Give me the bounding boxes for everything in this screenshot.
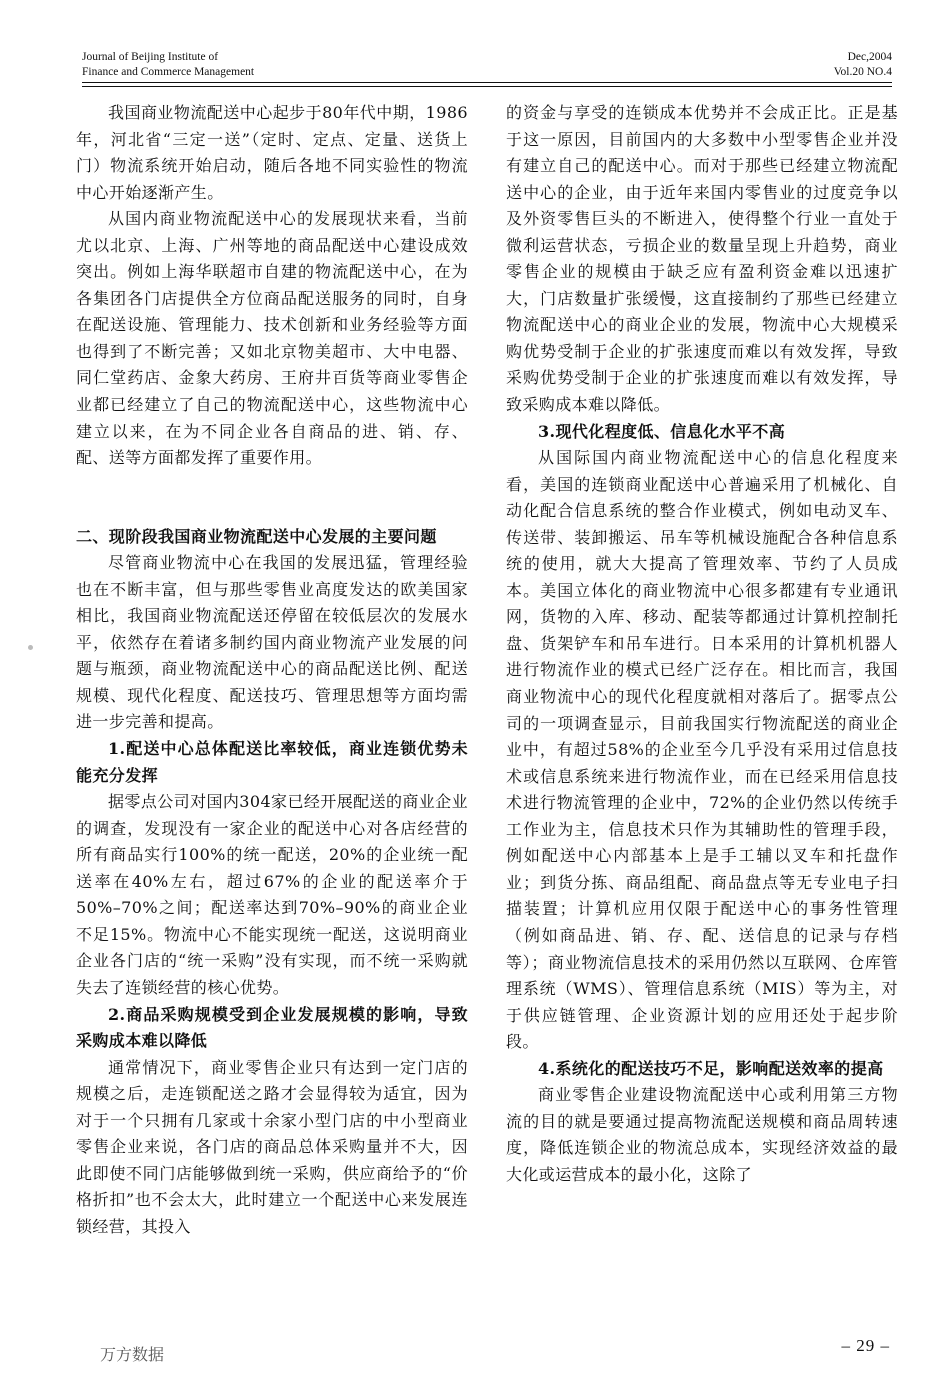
paragraph: 我国商业物流配送中心起步于80年代中期，1986年，河北省“三定一送”（定时、定点、定量、送货上门）物流系统开始启动，随后各地不同实验性的物流中心开始逐渐产生。 — [76, 103, 468, 202]
section-spacer — [76, 472, 468, 498]
issue-volume: Vol.20 NO.4 — [833, 66, 892, 78]
journal-title-line2: Finance and Commerce Management — [82, 66, 255, 78]
header-rule-thin — [82, 86, 892, 87]
paragraph: 从国内商业物流配送中心的发展现状来看，当前尤以北京、上海、广州等地的商品配送中心建设成效突出。例如上海华联超市自建的物流配送中心，在为各集团各门店提供全方位商品配送服务的同时，自身在配送设施、管理能力、技术创新和业务经验等方面也得到了不断完善；又如北京物美超市、大中电器、同仁堂药店、金象大药房、王府井百货等商业零售企业都已经建立了自己的物流配送中心，这些物流中心建立以来，在为不同企业各自商品的进、销、存、配、送等方面都发挥了重要作用。 — [76, 209, 468, 468]
journal-title-line1: Journal of Beijing Institute of — [82, 51, 219, 63]
section-heading: 二、现阶段我国商业物流配送中心发展的主要问题 — [76, 526, 437, 546]
issue-info — [834, 50, 892, 80]
paragraph: 据零点公司对国内304家已经开展配送的商业企业的调查，发现没有一家企业的配送中心对各店经营的所有商品实行100%的统一配送，20%的企业统一配送率在40%左右，超过67%的企业的配送率介于50%–70%之间；配送率达到70%–90%的商业企业不足15%。物流中心不能实现统一配送，这说明商业企业各门店的“统一采购”没有实现，而不统一采购就失去了连锁经营的核心优势。 — [76, 792, 468, 997]
header-rule — [82, 82, 892, 83]
paragraph: 从国际国内商业物流配送中心的信息化程度来看，美国的连锁商业配送中心普遍采用了机械化、自动化配合信息系统的整合作业模式，例如电动叉车、传送带、装卸搬运、吊车等机械设施配合各种信息系统的使用，就大大提高了管理效率、节约了人员成本。美国立体化的商业物流中心很多都建有专业通讯网，货物的入库、移动、配装等都通过计算机控制托盘、货架铲车和吊车进行。日本采用的计算机机器人进行物流作业的模式已经广泛存在。相比而言，我国商业物流中心的现代化程度就相对落后了。据零点公司的一项调查显示，目前我国实行物流配送的商业企业中，有超过58%的企业至今几乎没有采用过信息技术或信息系统来进行物流作业，而在已经采用信息技术进行物流管理的企业中，72%的企业仍然以传统手工作业为主，信息技术只作为其辅助性的管理手段，例如配送中心内部基本上是手工辅以叉车和托盘作业；到货分拣、商品组配、商品盘点等无专业电子扫描装置；计算机应用仅限于配送中心的事务性管理（例如商品进、销、存、配、送信息的记录与存档等）；商业物流信息技术的采用仍然以互联网、仓库管理系统（WMS）、管理信息系统（MIS）等为主，对于供应链管理、企业资源计划的应用还处于起步阶段。 — [506, 448, 898, 1052]
page-number: – 29 – — [841, 1336, 890, 1355]
paragraph: 的资金与享受的连锁成本优势并不会成正比。正是基于这一原因，目前国内的大多数中小型零售企业并没有建立自己的配送中心。而对于那些已经建立物流配送中心的企业，由于近年来国内零售业的过度竞争以及外资零售巨头的不断进入，使得整个行业一直处于微利运营状态，亏损企业的数量呈现上升趋势，商业零售企业的规模由于缺乏应有盈利资金难以迅速扩大，门店数量扩张缓慢，这直接制约了那些已经建立物流配送中心的商业企业的发展，物流中心大规模采购优势受制于企业的扩张速度而难以有效发挥，导致采购优势受制于企业的扩张速度而难以有效发挥，导致采购成本难以降低。 — [506, 103, 898, 415]
paragraph: 尽管商业物流中心在我国的发展迅猛，管理经验也在不断丰富，但与那些零售业高度发达的欧美国家相比，我国商业物流配送还停留在较低层次的发展水平，依然存在着诸多制约国内商业物流产业发展的问题与瓶颈，商业物流配送中心的商品配送比例、配送规模、现代化程度、配送技巧、管理思想等方面均需进一步完善和提高。 — [76, 553, 468, 732]
subsection-heading: 3.现代化程度低、信息化水平不高 — [538, 421, 786, 441]
subsection-heading: 4.系统化的配送技巧不足，影响配送效率的提高 — [538, 1058, 884, 1078]
left-column — [76, 100, 468, 1240]
right-column — [506, 100, 898, 1188]
margin-dot — [28, 645, 33, 650]
watermark-label: 万方数据 — [100, 1345, 165, 1364]
subsection-heading: 2.商品采购规模受到企业发展规模的影响，导致采购成本难以降低 — [76, 1004, 468, 1051]
subsection-heading: 1.配送中心总体配送比率较低，商业连锁优势未能充分发挥 — [76, 739, 468, 785]
journal-title — [82, 50, 254, 80]
issue-date: Dec,2004 — [847, 51, 892, 63]
paragraph: 商业零售企业建设物流配送中心或利用第三方物流的目的就是要通过提高物流配送规模和商品周转速度，降低连锁企业的物流总成本，实现经济效益的最大化或运营成本的最小化，这除了 — [506, 1085, 898, 1184]
paragraph: 通常情况下，商业零售企业只有达到一定门店的规模之后，走连锁配送之路才会显得较为适宜，因为对于一个只拥有几家或十余家小型门店的中小型商业零售企业来说，各门店的商品总体采购量并不大，因此即使不同门店能够做到统一采购，供应商给予的“价格折扣”也不会太大，此时建立一个配送中心来发展连锁经营，其投入 — [76, 1057, 468, 1236]
